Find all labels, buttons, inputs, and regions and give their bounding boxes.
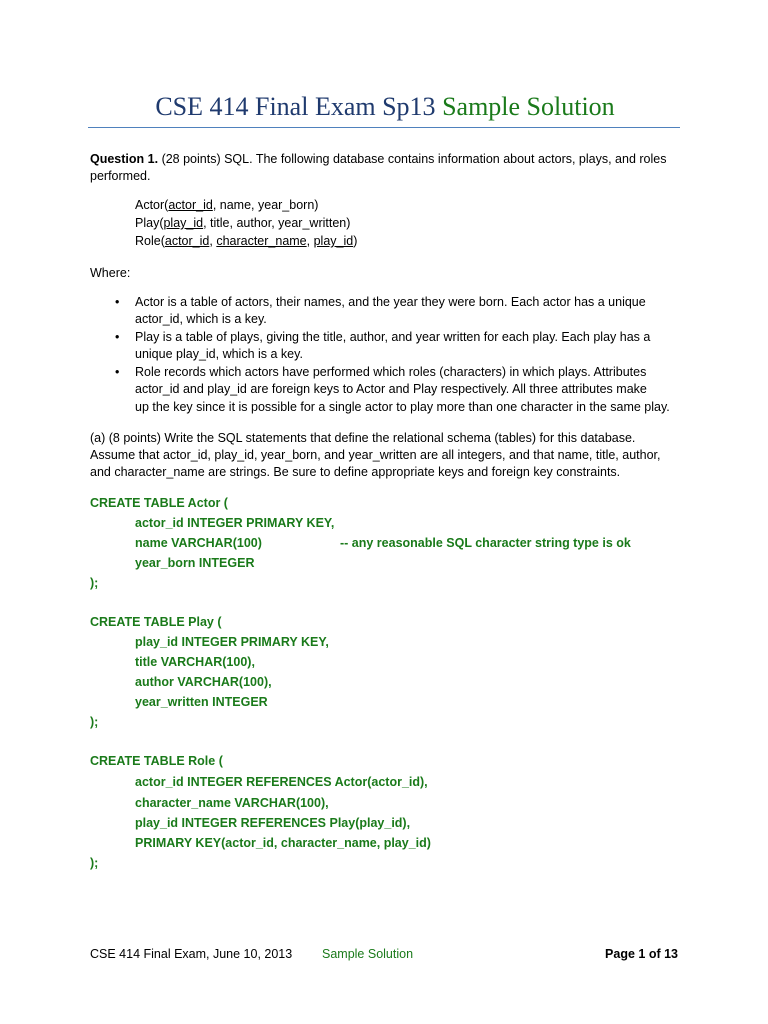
bullet-1-line-1: Actor is a table of actors, their names, and the year they were born. Each actor has a unique <box>135 295 646 309</box>
question-intro-text: (28 points) SQL. The following database contains information about actors, plays, and roles <box>161 152 667 166</box>
sql-play-line-2: title VARCHAR(100), <box>135 655 255 669</box>
schema-role-suffix: ) <box>353 234 358 248</box>
sql-play-line-4: year_written INTEGER <box>135 695 268 709</box>
schema-play-rest: , title, author, year_written) <box>203 216 351 230</box>
question-intro-line-1 <box>90 150 666 168</box>
schema-play-key: play_id <box>163 216 204 230</box>
sql-role-open: CREATE TABLE Role ( <box>90 754 223 768</box>
sql-role-line-3: play_id INTEGER REFERENCES Play(play_id), <box>135 816 411 830</box>
schema-actor-key: actor_id <box>168 198 213 212</box>
sql-role-line-4: PRIMARY KEY(actor_id, character_name, play_id) <box>135 836 431 850</box>
sql-role-close: ); <box>90 856 99 870</box>
schema-actor <box>135 196 318 214</box>
bullet-dot-icon: • <box>115 295 120 309</box>
footer-page-number: Page 1 of 13 <box>605 947 678 961</box>
sql-role-line-2: character_name VARCHAR(100), <box>135 796 329 810</box>
schema-role-prefix: Role( <box>135 234 165 248</box>
bullet-3-line-1: Role records which actors have performed which roles (characters) in which plays. Attributes <box>135 365 647 379</box>
schema-role-key-1: actor_id <box>164 234 210 248</box>
bullet-3-line-3: up the key since it is possible for a single actor to play more than one character in the same play. <box>135 400 670 414</box>
sql-play-open: CREATE TABLE Play ( <box>90 615 222 629</box>
page-title <box>90 92 680 122</box>
bullet-2-line-1: Play is a table of plays, giving the title, author, and year written for each play. Each play has a <box>135 330 651 344</box>
schema-role-key-3: play_id <box>313 234 354 248</box>
sql-actor-open: CREATE TABLE Actor ( <box>90 496 228 510</box>
sql-actor-line-2: name VARCHAR(100) <box>135 536 262 550</box>
bullet-1-line-2: actor_id, which is a key. <box>135 312 267 326</box>
schema-role-key-2: character_name <box>216 234 307 248</box>
bullet-dot-icon: • <box>115 330 120 344</box>
footer-left: CSE 414 Final Exam, June 10, 2013 <box>90 947 293 961</box>
schema-role-sep-2: , <box>306 234 314 248</box>
sql-role-line-1: actor_id INTEGER REFERENCES Actor(actor_id), <box>135 775 428 789</box>
title-highlight: Sample Solution <box>442 92 615 121</box>
part-a-line-3: and character_name are strings. Be sure to define appropriate keys and foreign key constraints. <box>90 465 621 479</box>
part-a-line-2: Assume that actor_id, play_id, year_born, and year_written are all integers, and that name, title, author, <box>90 448 661 462</box>
sql-actor-close: ); <box>90 576 99 590</box>
schema-actor-rest: , name, year_born) <box>212 198 319 212</box>
footer-center: Sample Solution <box>322 947 414 961</box>
title-main: CSE 414 Final Exam Sp13 <box>155 92 436 121</box>
question-intro-line-2: performed. <box>90 169 151 183</box>
schema-play-prefix: Play( <box>135 216 164 230</box>
bullet-dot-icon: • <box>115 365 120 379</box>
sql-play-line-1: play_id INTEGER PRIMARY KEY, <box>135 635 329 649</box>
schema-role <box>135 232 357 250</box>
where-label: Where: <box>90 266 131 280</box>
question-label: Question 1. <box>90 152 159 166</box>
sql-play-line-3: author VARCHAR(100), <box>135 675 272 689</box>
schema-role-sep-1: , <box>209 234 217 248</box>
schema-play <box>135 214 350 232</box>
sql-play-close: ); <box>90 715 99 729</box>
schema-actor-prefix: Actor( <box>135 198 169 212</box>
bullet-2-line-2: unique play_id, which is a key. <box>135 347 303 361</box>
sql-comment: -- any reasonable SQL character string type is ok <box>340 536 631 550</box>
title-divider <box>88 127 680 128</box>
sql-actor-line-1: actor_id INTEGER PRIMARY KEY, <box>135 516 335 530</box>
sql-actor-line-3: year_born INTEGER <box>135 556 255 570</box>
part-a-line-1: (a) (8 points) Write the SQL statements that define the relational schema (tables) for this database. <box>90 431 636 445</box>
bullet-3-line-2: actor_id and play_id are foreign keys to Actor and Play respectively. All three attributes make <box>135 382 647 396</box>
